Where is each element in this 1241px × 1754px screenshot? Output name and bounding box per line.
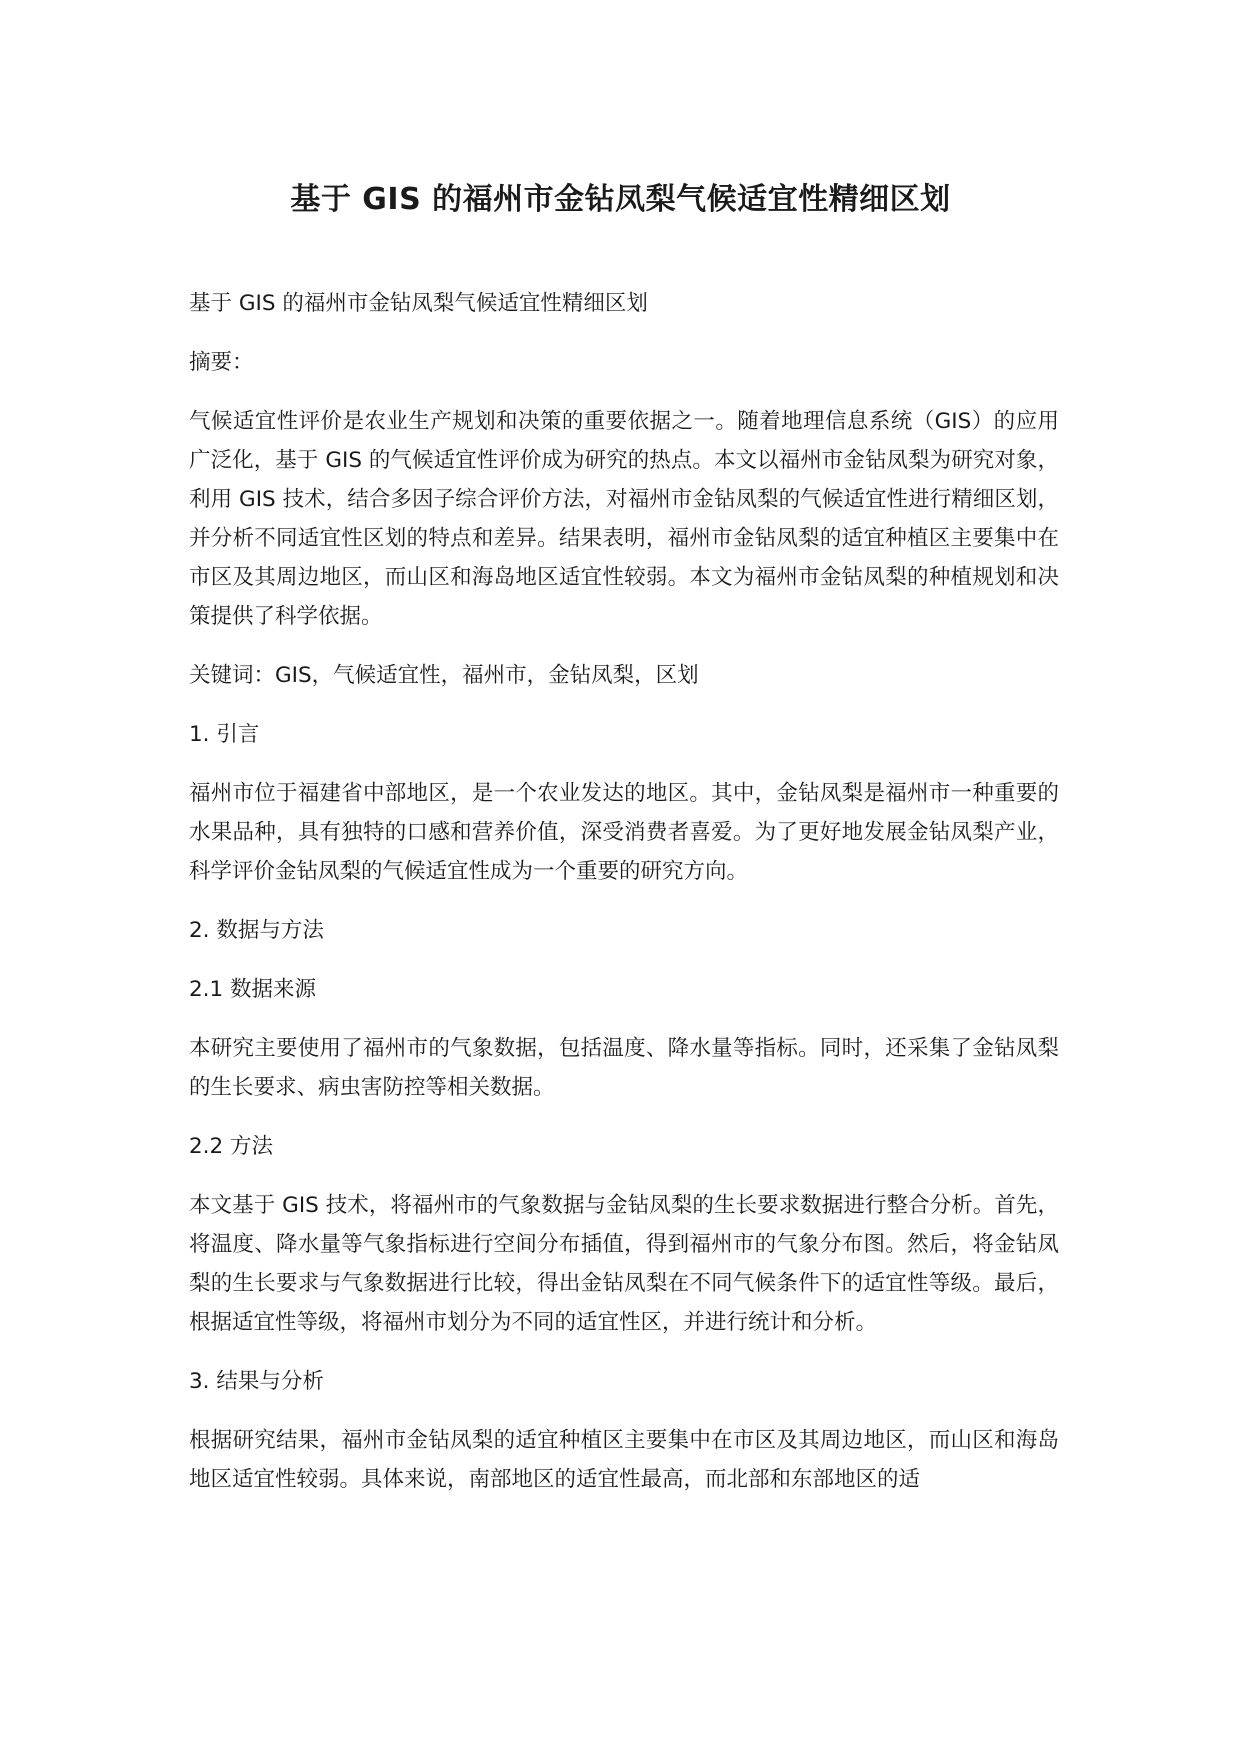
section-heading-introduction: 1. 引言 bbox=[189, 722, 260, 747]
abstract-paragraph: 气候适宜性评价是农业生产规划和决策的重要依据之一。随着地理信息系统（GIS）的应用广泛化，基于 GIS 的气候适宜性评价成为研究的热点。本文以福州市金钻凤梨为研究对象，利用 GIS 技术，结合多因子综合评价方法，对福州市金钻凤梨的气候适宜性进行精细区划，并分析不同适宜性区划的特点和差异。结果表明，福州市金钻凤梨的适宜种植区主要集中在市区及其周边地区，而山区和海岛地区适宜性较弱。本文为福州市金钻凤梨的种植规划和决策提供了科学依据。 bbox=[189, 409, 1059, 629]
section-heading-data-methods: 2. 数据与方法 bbox=[189, 918, 324, 943]
section-heading-method: 2.2 方法 bbox=[189, 1134, 274, 1159]
keywords: 关键词：GIS，气候适宜性，福州市，金钻凤梨，区划 bbox=[189, 663, 699, 688]
data-source-paragraph: 本研究主要使用了福州市的气象数据，包括温度、降水量等指标。同时，还采集了金钻凤梨的生长要求、病虫害防控等相关数据。 bbox=[189, 1036, 1059, 1100]
subtitle: 基于 GIS 的福州市金钻凤梨气候适宜性精细区划 bbox=[189, 291, 648, 316]
abstract-heading: 摘要： bbox=[189, 350, 254, 375]
results-paragraph: 根据研究结果，福州市金钻凤梨的适宜种植区主要集中在市区及其周边地区，而山区和海岛地区适宜性较弱。具体来说，南部地区的适宜性最高，而北部和东部地区的适 bbox=[189, 1428, 1059, 1492]
section-heading-results: 3. 结果与分析 bbox=[189, 1369, 324, 1394]
document-title: 基于 GIS 的福州市金钻凤梨气候适宜性精细区划 bbox=[290, 182, 951, 217]
document-body bbox=[189, 284, 1059, 1519]
method-paragraph: 本文基于 GIS 技术，将福州市的气象数据与金钻凤梨的生长要求数据进行整合分析。首先，将温度、降水量等气象指标进行空间分布插值，得到福州市的气象分布图。然后，将金钻凤梨的生长要求与气象数据进行比较，得出金钻凤梨在不同气候条件下的适宜性等级。最后，根据适宜性等级，将福州市划分为不同的适宜性区，并进行统计和分析。 bbox=[189, 1193, 1059, 1335]
section-heading-data-source: 2.1 数据来源 bbox=[189, 977, 317, 1002]
introduction-paragraph: 福州市位于福建省中部地区，是一个农业发达的地区。其中，金钻凤梨是福州市一种重要的水果品种，具有独特的口感和营养价值，深受消费者喜爱。为了更好地发展金钻凤梨产业，科学评价金钻凤梨的气候适宜性成为一个重要的研究方向。 bbox=[189, 781, 1059, 884]
